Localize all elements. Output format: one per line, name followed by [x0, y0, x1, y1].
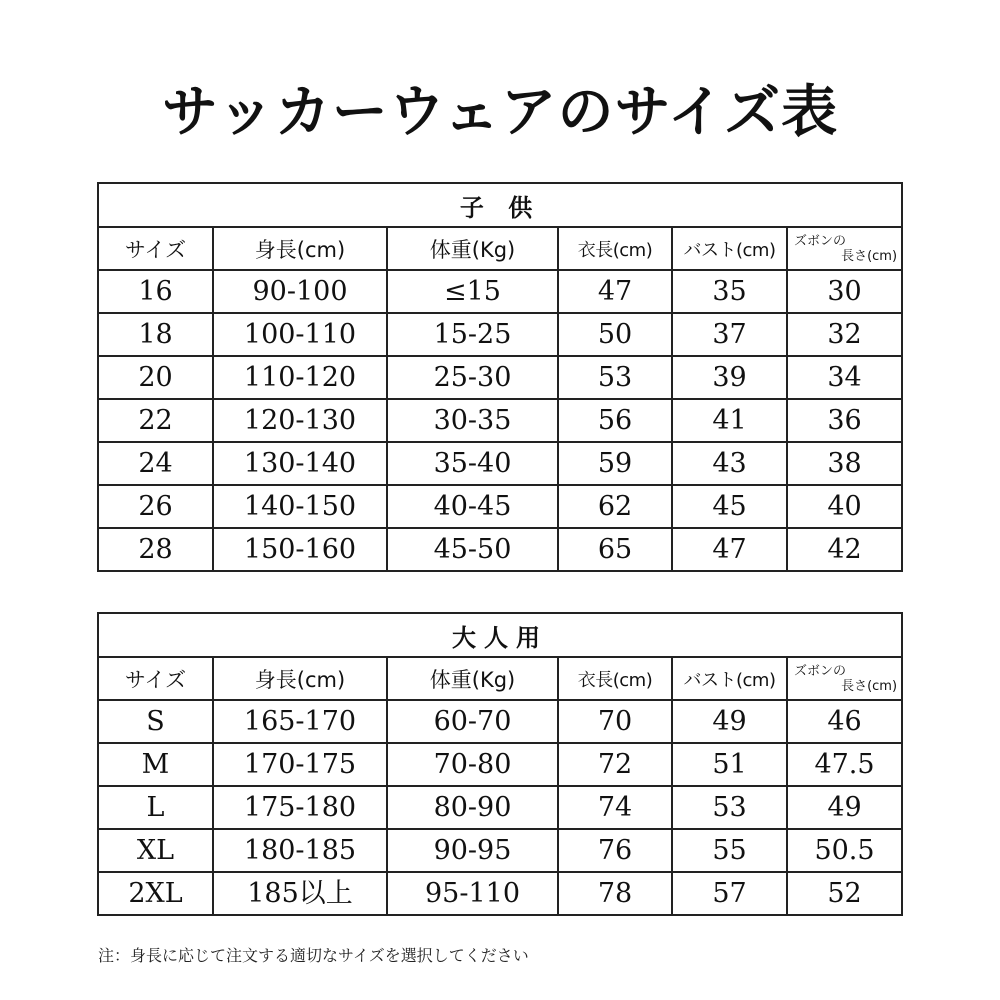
cell-bust: 37: [672, 313, 787, 356]
cell-pants-length: 30: [787, 270, 902, 313]
cell-bust: 49: [672, 700, 787, 743]
cell-bust: 53: [672, 786, 787, 829]
header-size: サイズ: [98, 227, 213, 270]
cell-pants-length: 32: [787, 313, 902, 356]
cell-bust: 55: [672, 829, 787, 872]
cell-height: 175-180: [213, 786, 387, 829]
header-pants-length: [787, 657, 902, 700]
cell-size: XL: [98, 829, 213, 872]
cell-weight: 45-50: [387, 528, 558, 571]
cell-size: 24: [98, 442, 213, 485]
cell-bust: 51: [672, 743, 787, 786]
cell-pants-length: 42: [787, 528, 902, 571]
table-row: [98, 872, 902, 915]
header-length: 衣長(cm): [558, 227, 672, 270]
cell-size: 2XL: [98, 872, 213, 915]
cell-height: 140-150: [213, 485, 387, 528]
cell-size: 22: [98, 399, 213, 442]
cell-weight: 95-110: [387, 872, 558, 915]
adult-title-row: [98, 613, 902, 657]
header-pants-line1: ズボンの: [794, 233, 847, 249]
cell-height: 90-100: [213, 270, 387, 313]
cell-pants-length: 38: [787, 442, 902, 485]
cell-pants-length: 40: [787, 485, 902, 528]
table-row: [98, 270, 902, 313]
cell-bust: 41: [672, 399, 787, 442]
cell-pants-length: 52: [787, 872, 902, 915]
cell-pants-length: 50.5: [787, 829, 902, 872]
adult-table-body: [98, 700, 902, 915]
cell-weight: ≤15: [387, 270, 558, 313]
header-size: サイズ: [98, 657, 213, 700]
table-row: [98, 743, 902, 786]
cell-pants-length: 47.5: [787, 743, 902, 786]
cell-length: 56: [558, 399, 672, 442]
cell-pants-length: 46: [787, 700, 902, 743]
kids-title-row: [98, 183, 902, 227]
adult-section-title: 大人用: [98, 613, 902, 657]
table-row: [98, 485, 902, 528]
kids-size-table: [97, 182, 903, 572]
cell-length: 76: [558, 829, 672, 872]
cell-weight: 25-30: [387, 356, 558, 399]
cell-bust: 39: [672, 356, 787, 399]
table-row: [98, 829, 902, 872]
kids-header-row: [98, 227, 902, 270]
adult-size-table: [97, 612, 903, 916]
header-pants-line1: ズボンの: [794, 663, 847, 679]
header-pants-line2: 長さ(cm): [841, 248, 898, 264]
cell-bust: 47: [672, 528, 787, 571]
cell-bust: 35: [672, 270, 787, 313]
table-row: [98, 528, 902, 571]
cell-length: 65: [558, 528, 672, 571]
cell-size: 28: [98, 528, 213, 571]
cell-height: 180-185: [213, 829, 387, 872]
header-bust: バスト(cm): [672, 657, 787, 700]
cell-pants-length: 34: [787, 356, 902, 399]
cell-weight: 15-25: [387, 313, 558, 356]
adult-header-row: [98, 657, 902, 700]
header-bust: バスト(cm): [672, 227, 787, 270]
table-row: [98, 442, 902, 485]
cell-height: 120-130: [213, 399, 387, 442]
cell-height: 185以上: [213, 872, 387, 915]
cell-pants-length: 36: [787, 399, 902, 442]
cell-length: 62: [558, 485, 672, 528]
cell-height: 130-140: [213, 442, 387, 485]
cell-weight: 30-35: [387, 399, 558, 442]
cell-length: 72: [558, 743, 672, 786]
cell-length: 47: [558, 270, 672, 313]
kids-table-body: [98, 270, 902, 571]
table-row: [98, 786, 902, 829]
header-weight: 体重(Kg): [387, 227, 558, 270]
cell-length: 70: [558, 700, 672, 743]
header-length: 衣長(cm): [558, 657, 672, 700]
cell-weight: 40-45: [387, 485, 558, 528]
header-height: 身長(cm): [213, 227, 387, 270]
page-title: サッカーウェアのサイズ表: [161, 80, 839, 145]
cell-length: 74: [558, 786, 672, 829]
cell-size: S: [98, 700, 213, 743]
cell-length: 50: [558, 313, 672, 356]
cell-bust: 45: [672, 485, 787, 528]
header-weight: 体重(Kg): [387, 657, 558, 700]
cell-height: 150-160: [213, 528, 387, 571]
cell-size: M: [98, 743, 213, 786]
header-height: 身長(cm): [213, 657, 387, 700]
cell-height: 100-110: [213, 313, 387, 356]
cell-weight: 35-40: [387, 442, 558, 485]
cell-height: 110-120: [213, 356, 387, 399]
table-row: [98, 356, 902, 399]
cell-height: 170-175: [213, 743, 387, 786]
table-row: [98, 313, 902, 356]
table-row: [98, 399, 902, 442]
cell-length: 53: [558, 356, 672, 399]
cell-size: 20: [98, 356, 213, 399]
cell-weight: 70-80: [387, 743, 558, 786]
cell-size: 26: [98, 485, 213, 528]
cell-weight: 60-70: [387, 700, 558, 743]
table-row: [98, 700, 902, 743]
footnote: 注：身長に応じて注文する適切なサイズを選択してください: [98, 946, 529, 965]
cell-height: 165-170: [213, 700, 387, 743]
cell-size: L: [98, 786, 213, 829]
cell-weight: 90-95: [387, 829, 558, 872]
cell-pants-length: 49: [787, 786, 902, 829]
cell-weight: 80-90: [387, 786, 558, 829]
cell-length: 78: [558, 872, 672, 915]
header-pants-line2: 長さ(cm): [841, 678, 898, 694]
cell-size: 18: [98, 313, 213, 356]
header-pants-length: [787, 227, 902, 270]
kids-section-title: 子 供: [98, 183, 902, 227]
cell-bust: 57: [672, 872, 787, 915]
cell-size: 16: [98, 270, 213, 313]
cell-length: 59: [558, 442, 672, 485]
cell-bust: 43: [672, 442, 787, 485]
